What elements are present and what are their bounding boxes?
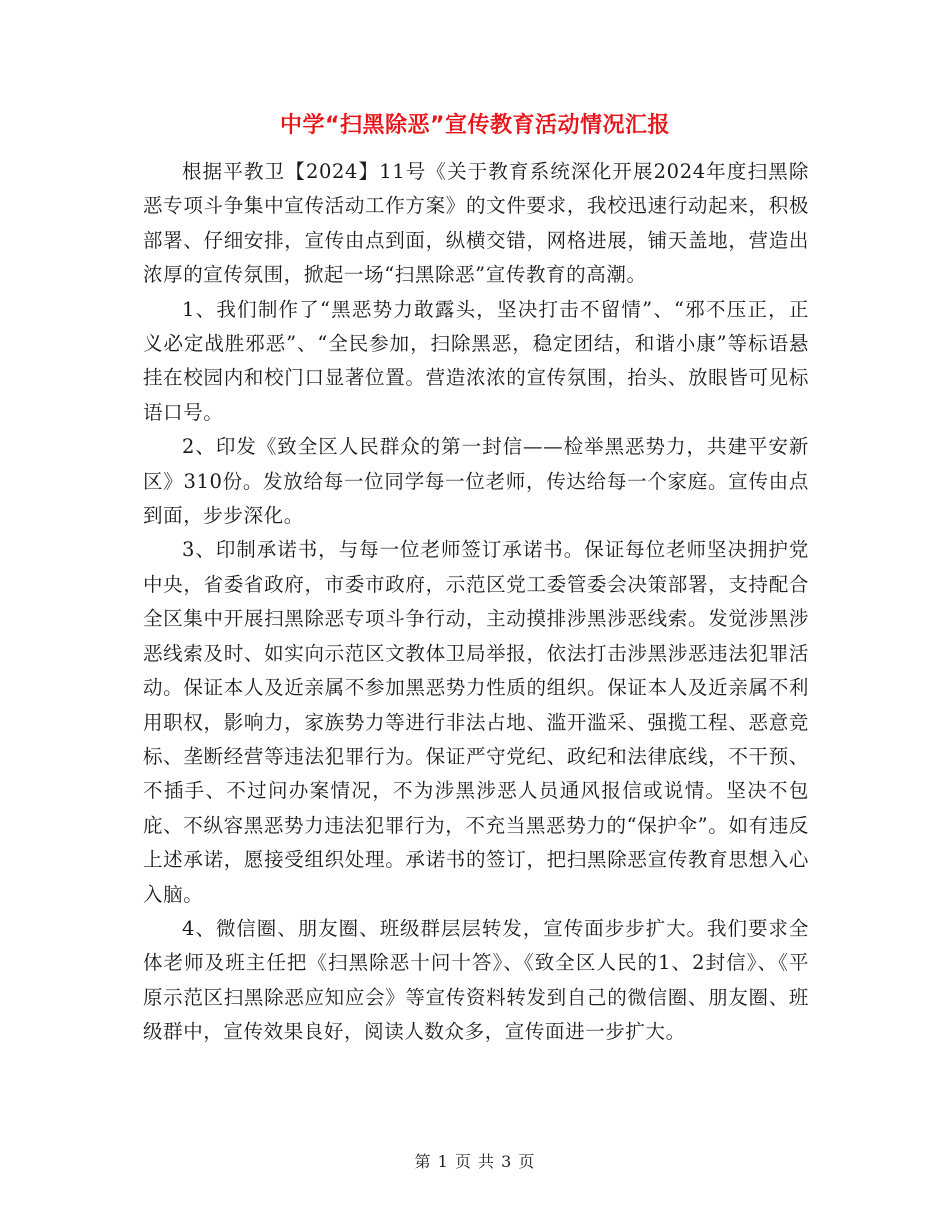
page-footer: 第 1 页 共 3 页 bbox=[414, 1152, 536, 1171]
item-4-paragraph: 4、微信圈、朋友圈、班级群层层转发，宣传面步步扩大。我们要求全体老师及班主任把《扫黑除恶十问十答》、《致全区人民的1、2封信》、《平原示范区扫黑除恶应知应会》等宣传资料转发到自己的微信圈、朋友圈、班级群中，宣传效果良好，阅读人数众多，宣传面进一步扩大。 bbox=[143, 916, 809, 1044]
item-1-paragraph: 1、我们制作了“黑恶势力敢露头，坚决打击不留情”、“邪不压正，正义必定战胜邪恶”、“全民参加，扫除黑恶，稳定团结，和谐小康”等标语悬挂在校园内和校门口显著位置。营造浓浓的宣传氛围，抬头、放眼皆可见标语口号。 bbox=[143, 297, 809, 424]
intro-paragraph: 根据平教卫【2024】11号《关于教育系统深化开展2024年度扫黑除恶专项斗争集中宣传活动工作方案》的文件要求，我校迅速行动起来，积极部署、仔细安排，宣传由点到面，纵横交错，网格进展，铺天盖地，营造出浓厚的宣传氛围，掀起一场“扫黑除恶”宣传教育的高潮。 bbox=[143, 160, 809, 287]
document-title: 中学“扫黑除恶”宣传教育活动情况汇报 bbox=[280, 113, 670, 138]
item-2-paragraph: 2、印发《致全区人民群众的第一封信——检举黑恶势力，共建平安新区》310份。发放给每一位同学每一位老师，传达给每一个家庭。宣传由点到面，步步深化。 bbox=[143, 435, 809, 528]
item-3-paragraph: 3、印制承诺书，与每一位老师签订承诺书。保证每位老师坚决拥护党中央，省委省政府，市委市政府，示范区党工委管委会决策部署，支持配合全区集中开展扫黑除恶专项斗争行动，主动摸排涉黑涉恶线索。发觉涉黑涉恶线索及时、如实向示范区文教体卫局举报，依法打击涉黑涉恶违法犯罪活动。保证本人及近亲属不参加黑恶势力性质的组织。保证本人及近亲属不利用职权，影响力，家族势力等进行非法占地、滥开滥采、强揽工程、恶意竞标、垄断经营等违法犯罪行为。保证严守党纪、政纪和法律底线，不干预、不插手、不过问办案情况，不为涉黑涉恶人员通风报信或说情。坚决不包庇、不纵容黑恶势力违法犯罪行为，不充当黑恶势力的“保护伞”。如有违反上述承诺，愿接受组织处理。承诺书的签订，把扫黑除恶宣传教育思想入心入脑。 bbox=[143, 538, 809, 906]
document-body bbox=[143, 155, 809, 1050]
